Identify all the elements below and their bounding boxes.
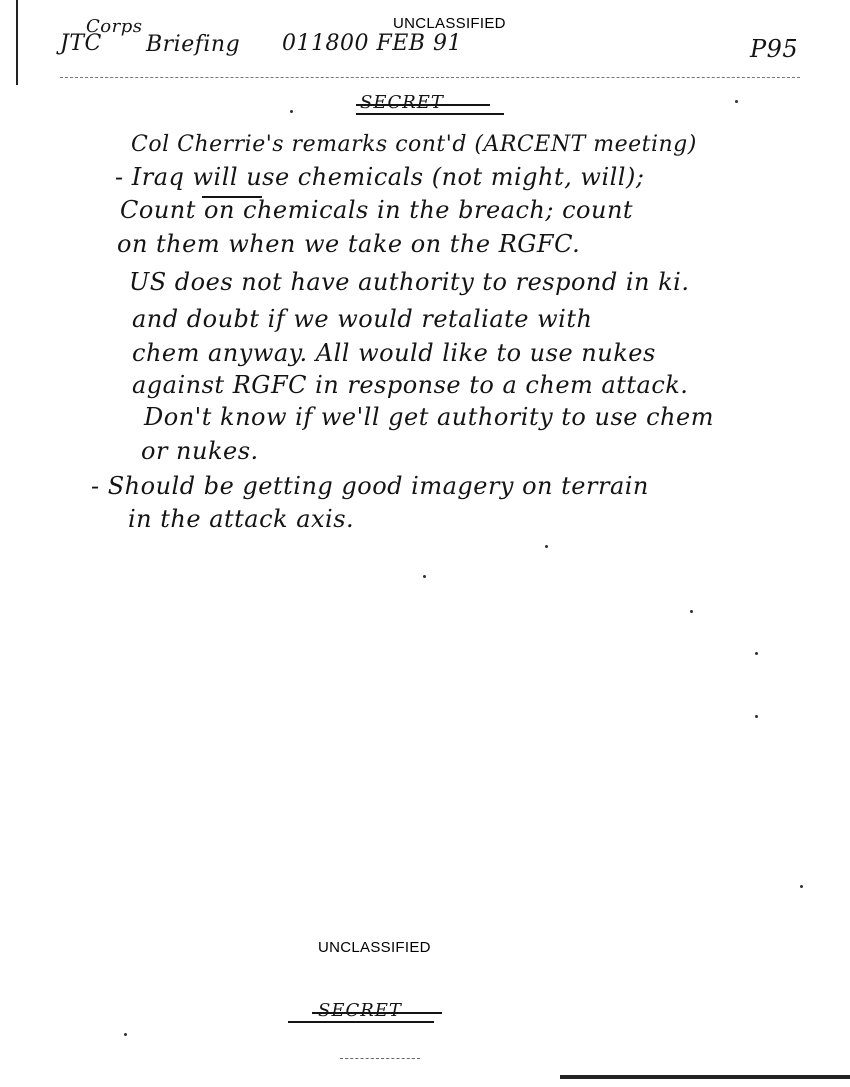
secret-marking-bottom: SECRET xyxy=(318,1000,402,1021)
scan-edge xyxy=(560,1075,850,1079)
note-line: and doubt if we would retaliate with xyxy=(132,305,593,333)
secret-strikethrough xyxy=(288,1021,434,1023)
classification-stamp-bottom: UNCLASSIFIED xyxy=(318,939,431,956)
left-margin-mark xyxy=(16,0,18,85)
scan-artifact xyxy=(340,1058,420,1059)
note-line: Col Cherrie's remarks cont'd (ARCENT meeting) xyxy=(131,132,697,157)
note-line: US does not have authority to respond in ki. xyxy=(129,268,690,296)
header-briefing: Briefing xyxy=(146,32,241,57)
note-line: in the attack axis. xyxy=(128,505,355,533)
scan-speck xyxy=(124,1033,127,1036)
note-line: Don't know if we'll get authority to use chem xyxy=(144,403,714,431)
scan-speck xyxy=(423,575,426,578)
note-line: or nukes. xyxy=(141,437,259,465)
note-line: - Iraq will use chemicals (not might, will); xyxy=(115,163,645,191)
classification-stamp-top: UNCLASSIFIED xyxy=(393,15,506,32)
note-line: Count on chemicals in the breach; count xyxy=(120,196,634,224)
secret-strikethrough xyxy=(356,104,490,106)
header-date-time: 011800 FEB 91 xyxy=(282,31,462,56)
scan-speck xyxy=(290,110,293,113)
scan-speck xyxy=(800,885,803,888)
note-line: against RGFC in response to a chem attack. xyxy=(132,371,689,399)
secret-strikethrough xyxy=(312,1012,442,1014)
secret-marking-top: SECRET xyxy=(360,92,444,113)
scan-speck xyxy=(755,652,758,655)
note-line: chem anyway. All would like to use nukes xyxy=(132,339,656,367)
scan-speck xyxy=(545,545,548,548)
scan-speck xyxy=(690,610,693,613)
secret-strikethrough xyxy=(356,113,504,115)
header-jtc: JTC xyxy=(60,31,102,56)
note-line: on them when we take on the RGFC. xyxy=(117,230,581,258)
header-corps: Corps xyxy=(86,16,143,37)
page-reference: P95 xyxy=(750,35,799,63)
header-divider xyxy=(60,77,800,78)
scan-speck xyxy=(735,100,738,103)
scan-speck xyxy=(755,715,758,718)
note-line: - Should be getting good imagery on terrain xyxy=(91,472,649,500)
